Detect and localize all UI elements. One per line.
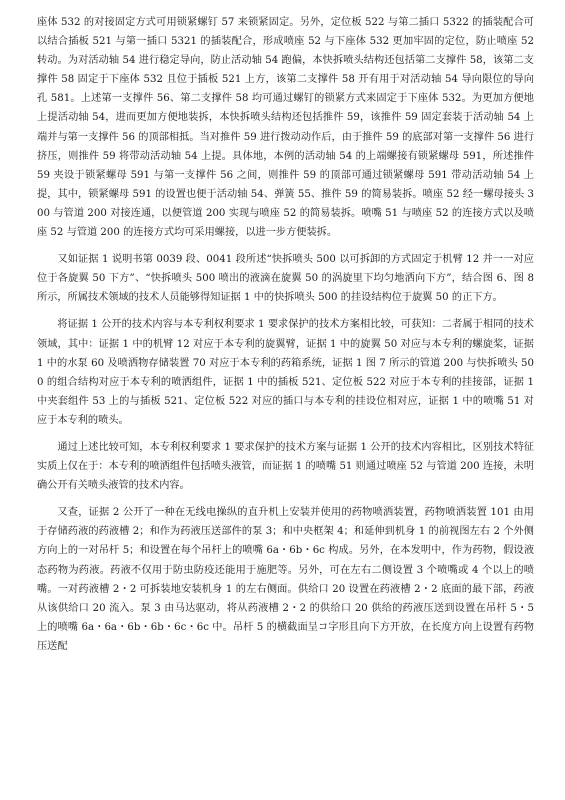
paragraph-3: 将证据 1 公开的技术内容与本专利权利要求 1 要求保护的技术方案相比较，可获知：二者属于相同的技术领域，其中：证据 1 中的机臂 12 对应于本专利的旋翼臂，证据 1 中的旋翼 50 对应与本专利的螺旋桨，证据 1 中的水泵 60 及喷洒物存储装置 70 对应于本专利的药箱系统，证据 1 图 7 所示的管道 200 与快拆喷头 500 的组合结构对应于本专利的喷洒组件，证据 1 中的插板 521、定位板 522 对应于本专利的挂接部，证据 1 中夹套组件 53 上的与插板 521、定位板 522 对应的插口与本专利的挂设位相对应，证据 1 中的喷嘴 51 对应于本专利的喷头。 [37, 319, 534, 426]
paragraph-5: 又查，证据 2 公开了一种在无线电操纵的直升机上安装并使用的药物喷洒装置，药物喷洒装置 101 由用于存储药液的药液槽 2；和作为药液压送部件的泵 3；和中央框架 4；和延伸到机身 1 的前视图左右 2 个外侧方向上的一对吊杆 5；和设置在每个吊杆上的喷嘴 6a・6b・6c 构成。另外，在本发明中，作为药物，假设液态药物为药液。药液不仅用于防虫防疫还能用于施肥等。另外，可在左右二侧设置 3 个喷嘴或 4 个以上的喷嘴。一对药液槽 2・2 可拆装地安装机身 1 的左右侧面。供给口 20 设置在药液槽 2・2 底面的最下部，药液从该供给口 20 流入。泵 3 由马达驱动，将从药液槽 2・2 的供给口 20 供给的药液压送到设置在吊杆 5・5 上的喷嘴 6a・6a・6b・6b・6c・6c 中。吊杆 5 的横截面呈コ字形且向下方开放，在长度方向上设置有药物压送配 [37, 507, 534, 652]
paragraph-2: 又如证据 1 说明书第 0039 段、0041 段所述“快拆喷头 500 以可拆卸的方式固定于机臂 12 并一一对应位于各旋翼 50 下方”、“快拆喷头 500 喷出的液滴在旋翼 50 的涡旋里下均匀地洒向下方”，结合图 6、图 8 所示，所属技术领域的技术人员能够得知证据 1 中的快拆喷头 500 的挂设结构位于旋翼 50 的正下方。 [37, 254, 534, 304]
paragraph-4: 通过上述比较可知，本专利权利要求 1 要求保护的技术方案与证据 1 公开的技术内容相比，区别技术特征实质上仅在于：本专利的喷洒组件包括喷头液管，而证据 1 的喷嘴 51 则通过喷座 52 与管道 200 连接，未明确公开有关喷头液管的技术内容。 [37, 441, 534, 492]
paragraph-1: 座体 532 的对接固定方式可用锁紧螺钉 57 来锁紧固定。另外，定位板 522 与第二插口 5322 的插装配合可以结合插板 521 与第一插口 5321 的插装配合，形成喷座 52 与下座体 532 更加牢固的定位，防止喷座 52 转动。为对活动轴 54 进行稳定导向，防止活动轴 54 跑偏，本快拆喷头结构还包括第二支撑件 58，该第二支撑件 58 固定于下座体 532 且位于插板 521 上方，该第二支撑件 58 开有用于对活动轴 54 导向限位的导向孔 581。上述第一支撑件 56、第二支撑件 58 均可通过螺钉的锁紧方式来固定于下座体 532。为更加方便地上提活动轴 54，进而更加方便地装拆，本快拆喷头结构还包括推件 59，该推件 59 固定套装于活动轴 54 上端并与第一支撑件 56 的顶部相抵。当对推件 59 进行拨动动作后，由于推件 59 的底部对第一支撑件 56 进行挤压，则推件 59 将带动活动轴 54 上提。具体地，本例的活动轴 54 的上端螺接有锁紧螺母 591，所述推件 59 夹设于锁紧螺母 591 与第一支撑件 56 之间，则推件 59 的顶部可通过锁紧螺母 591 带动活动轴 54 上提，其中，锁紧螺母 591 的设置也便于活动轴 54、弹簧 55、推件 59 的简易装拆。喷座 52 经一螺母接头 300 与管道 200 对接连通，以便管道 200 实现与喷座 52 的简易装拆。喷嘴 51 与喷座 52 的连接方式以及喷座 52 与管道 200 的连接方式均可采用螺接，以进一步方便装拆。 [37, 17, 534, 239]
